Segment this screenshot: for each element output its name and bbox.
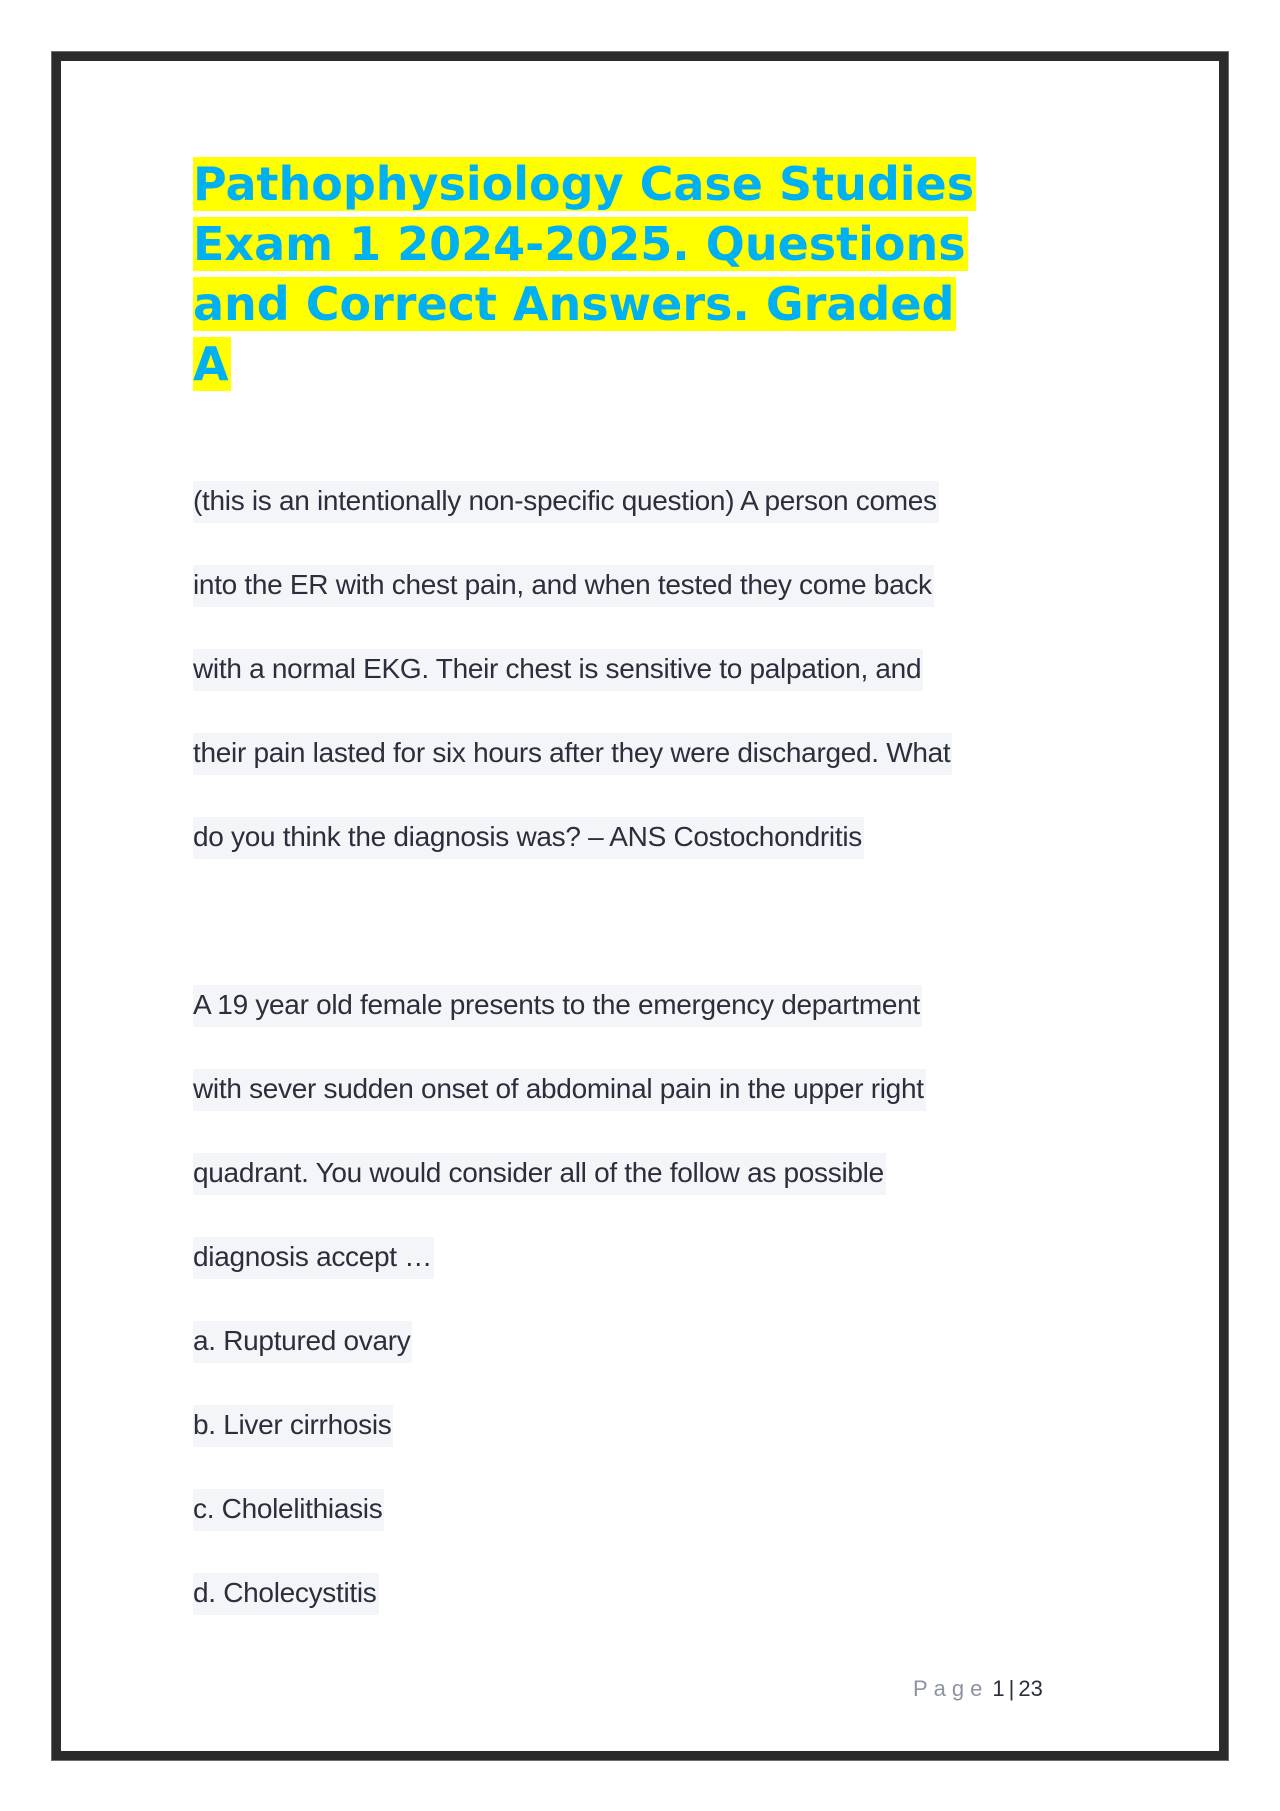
question-2-line: diagnosis accept … xyxy=(193,1237,434,1279)
title-line: Exam 1 2024-2025. Questions xyxy=(193,217,966,271)
question-1-line: (this is an intentionally non-specific question) A person comes xyxy=(193,481,939,523)
title-line: A xyxy=(193,337,229,391)
question-1-line: with a normal EKG. Their chest is sensitive to palpation, and xyxy=(193,649,923,691)
question-2-line: with sever sudden onset of abdominal pain in the upper right xyxy=(193,1069,926,1111)
question-2-line: quadrant. You would consider all of the follow as possible xyxy=(193,1153,886,1195)
page-separator: | xyxy=(1008,1676,1015,1701)
title-line: and Correct Answers. Graded xyxy=(193,277,955,331)
total-pages: 23 xyxy=(1018,1676,1043,1701)
question-1-line: into the ER with chest pain, and when tested they come back xyxy=(193,565,934,607)
answer-option-d: d. Cholecystitis xyxy=(193,1573,379,1615)
title-line: Pathophysiology Case Studies xyxy=(193,157,975,211)
answer-option-a: a. Ruptured ovary xyxy=(193,1321,412,1363)
current-page-number: 1 xyxy=(992,1676,1005,1701)
question-1-answer-line: do you think the diagnosis was? – ANS Costochondritis xyxy=(193,817,864,859)
document-title xyxy=(193,154,1093,394)
page-footer xyxy=(913,1676,1043,1702)
question-1-line: their pain lasted for six hours after they were discharged. What xyxy=(193,733,952,775)
answer-option-b: b. Liver cirrhosis xyxy=(193,1405,393,1447)
question-2-line: A 19 year old female presents to the emergency department xyxy=(193,985,922,1027)
answer-option-c: c. Cholelithiasis xyxy=(193,1489,384,1531)
page-label: Page xyxy=(913,1676,989,1701)
